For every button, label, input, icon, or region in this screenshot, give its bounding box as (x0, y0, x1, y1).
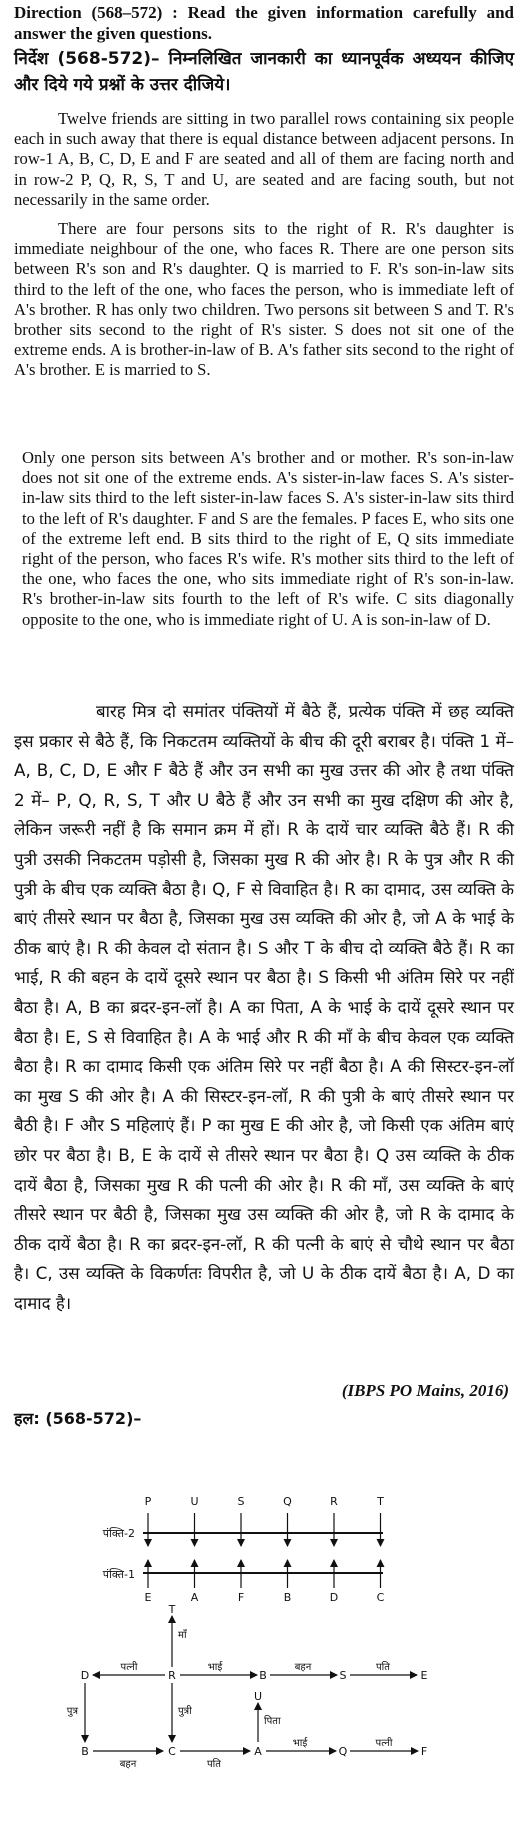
person-r: R (168, 1669, 176, 1682)
person-u: U (253, 1690, 263, 1703)
relation-maa: माँ (178, 1630, 187, 1641)
row1-seat-f: F (237, 1591, 245, 1604)
relation-bahan-1: बहन (294, 1662, 312, 1673)
relation-pati-1: पति (376, 1662, 390, 1673)
person-t: T (168, 1603, 176, 1616)
person-c: C (168, 1745, 176, 1758)
relation-patni-1: पत्नी (120, 1662, 138, 1673)
row1-seat-c: C (376, 1591, 385, 1604)
row2-seat-u: U (190, 1495, 199, 1508)
relation-putri: पुत्री (178, 1706, 192, 1717)
row1-seat-b: B (283, 1591, 292, 1604)
row2-seat-q: Q (283, 1495, 292, 1508)
relation-putra: पुत्र (66, 1706, 78, 1717)
relation-pita: पिता (264, 1716, 281, 1727)
direction-english: Direction (568–572) : Read the given information carefully and answer the given questions. (14, 3, 514, 43)
person-b: B (259, 1669, 267, 1682)
person-q: Q (338, 1745, 348, 1758)
row2-label: पंक्ति-2 (102, 1527, 135, 1540)
person-b2: B (81, 1745, 89, 1758)
row2-seat-p: P (144, 1495, 152, 1508)
paragraph-english-2: There are four persons sits to the right of R. R's daughter is immediate neighbour of the one, who faces R. There are one person sits between R's son and R's daughter. Q is married to F. R's son-in-law sits third to the left of the one, who faces the person, who is immediate left of A's brother. R has only two children. Two persons sit between S and T. R's brother sits second to the right of R's sister. S does not sit one of the extreme ends. A is brother-in-law of B. A's father sits second to the right of A's brother. E is married to S. (14, 219, 514, 380)
person-a: A (254, 1745, 262, 1758)
person-f: F (420, 1745, 428, 1758)
family-tree (67, 1603, 428, 1770)
relation-patni-2: पत्नी (375, 1738, 393, 1749)
person-e: E (420, 1669, 428, 1682)
solution-heading: हल: (568-572)– (14, 1409, 142, 1428)
row1-seat-a: A (190, 1591, 199, 1604)
row1-seat-e: E (144, 1591, 152, 1604)
row2-seat-s: S (237, 1495, 245, 1508)
row2-seat-t: T (377, 1495, 384, 1508)
direction-hindi: निर्देश (568-572)– निम्नलिखित जानकारी का ध्यानपूर्वक अध्ययन कीजिए और दिये गये प्रश्नों के उत्तर दीजिये। (14, 49, 514, 95)
person-d: D (80, 1669, 90, 1682)
row2-seat-r: R (330, 1495, 338, 1508)
row1-seat-d: D (329, 1591, 339, 1604)
exam-source: (IBPS PO Mains, 2016) (341, 1381, 509, 1400)
relation-bhai-1: भाई (207, 1662, 223, 1673)
relation-bahan-2: बहन (119, 1759, 137, 1770)
relation-pati-2: पति (207, 1759, 221, 1770)
paragraph-english-1: Twelve friends are sitting in two parallel rows containing six people each in such away that there is equal distance between adjacent persons. In row-1 A, B, C, D, E and F are seated and all of them are facing north and in row-2 P, Q, R, S, T and U, are seated and are facing south, but not necessarily in the same order. (14, 109, 514, 209)
relation-bhai-2: भाई (292, 1738, 308, 1749)
row1-label: पंक्ति-1 (102, 1568, 135, 1581)
paragraph-hindi: बारह मित्र दो समांतर पंक्तियों में बैठे हैं, प्रत्येक पंक्ति में छह व्यक्ति इस प्रकार से बैठे हैं, कि निकटतम व्यक्तियों के बीच की दूरी बराबर है। पंक्ति 1 में– A, B, C, D, E और F बैठे हैं और उन सभी का मुख उत्तर की ओर है तथा पंक्ति 2 में– P, Q, R, S, T और U बैठे हैं और उन सभी का मुख दक्षिण की ओर है, लेकिन जरूरी नहीं है कि समान क्रम में हों। R के दायें चार व्यक्ति बैठे हैं। R की पुत्री उसकी निकटतम पड़ोसी है, जिसका मुख R की ओर है। R के पुत्र और R की पुत्री के बीच एक व्यक्ति बैठा है। Q, F से विवाहित है। R का दामाद, उस व्यक्ति के बाएं तीसरे स्थान पर बैठा है, जिसका मुख उस व्यक्ति की ओर है, जो A के भाई के ठीक बाएं है। R की केवल दो संतान है। S और T के बीच दो व्यक्ति बैठे हैं। R का भाई, R की बहन के दायें दूसरे स्थान पर बैठा है। S किसी भी अंतिम सिरे पर नहीं बैठा है। A, B का ब्रदर-इन-लॉ है। A का पिता, A के भाई के दायें दूसरे स्थान पर बैठा है। E, S से विवाहित है। A के भाई और R की माँ के बीच केवल एक व्यक्ति बैठा है। R का दामाद किसी एक अंतिम सिरे पर नहीं बैठा है। A की सिस्टर-इन-लॉ का मुख S की ओर है। A की सिस्टर-इन-लॉ, R की पुत्री के बाएं तीसरे स्थान पर बैठी है। F और S महिलाएं हैं। P का मुख E की ओर है, जो किसी एक अंतिम बाएं छोर पर बैठा है। B, E के दायें से तीसरे स्थान पर बैठा है। Q उस व्यक्ति के ठीक दायें बैठा है, जिसका मुख R की पत्नी की ओर है। R की माँ, उस व्यक्ति के बाएं तीसरे स्थान पर बैठी है, जिसका मुख उस व्यक्ति की ओर है, जो R के दामाद के ठीक दायें बैठा है। R का ब्रदर-इन-लॉ, R की पत्नी के बाएं से चौथे स्थान पर बैठा है। C, उस व्यक्ति के विकर्णतः विपरीत है, जो U के ठीक दायें बैठा है। A, D का दामाद है। (14, 701, 514, 1313)
paragraph-english-3: Only one person sits between A's brother and or mother. R's son-in-law does not sit one of the extreme ends. A's sister-in-law faces S. A's sister-in-law sits third to the left sister-in-law faces S. A's sister-in-law sits third to the left of R's daughter. F and S are the females. P faces E, who sits one of the extreme left end. B sits third to the right of E, Q sits immediate right of the person, who faces R's wife. R's mother sits third to the left of the one, who faces the one, who sits immediate right of R's son-in-law. R's brother-in-law sits fourth to the left of R's wife. C sits diagonally opposite to the one, who is immediate right of U. A is son-in-law of D. (22, 448, 514, 629)
person-s: S (339, 1669, 347, 1682)
seating-diagram (103, 1495, 385, 1604)
